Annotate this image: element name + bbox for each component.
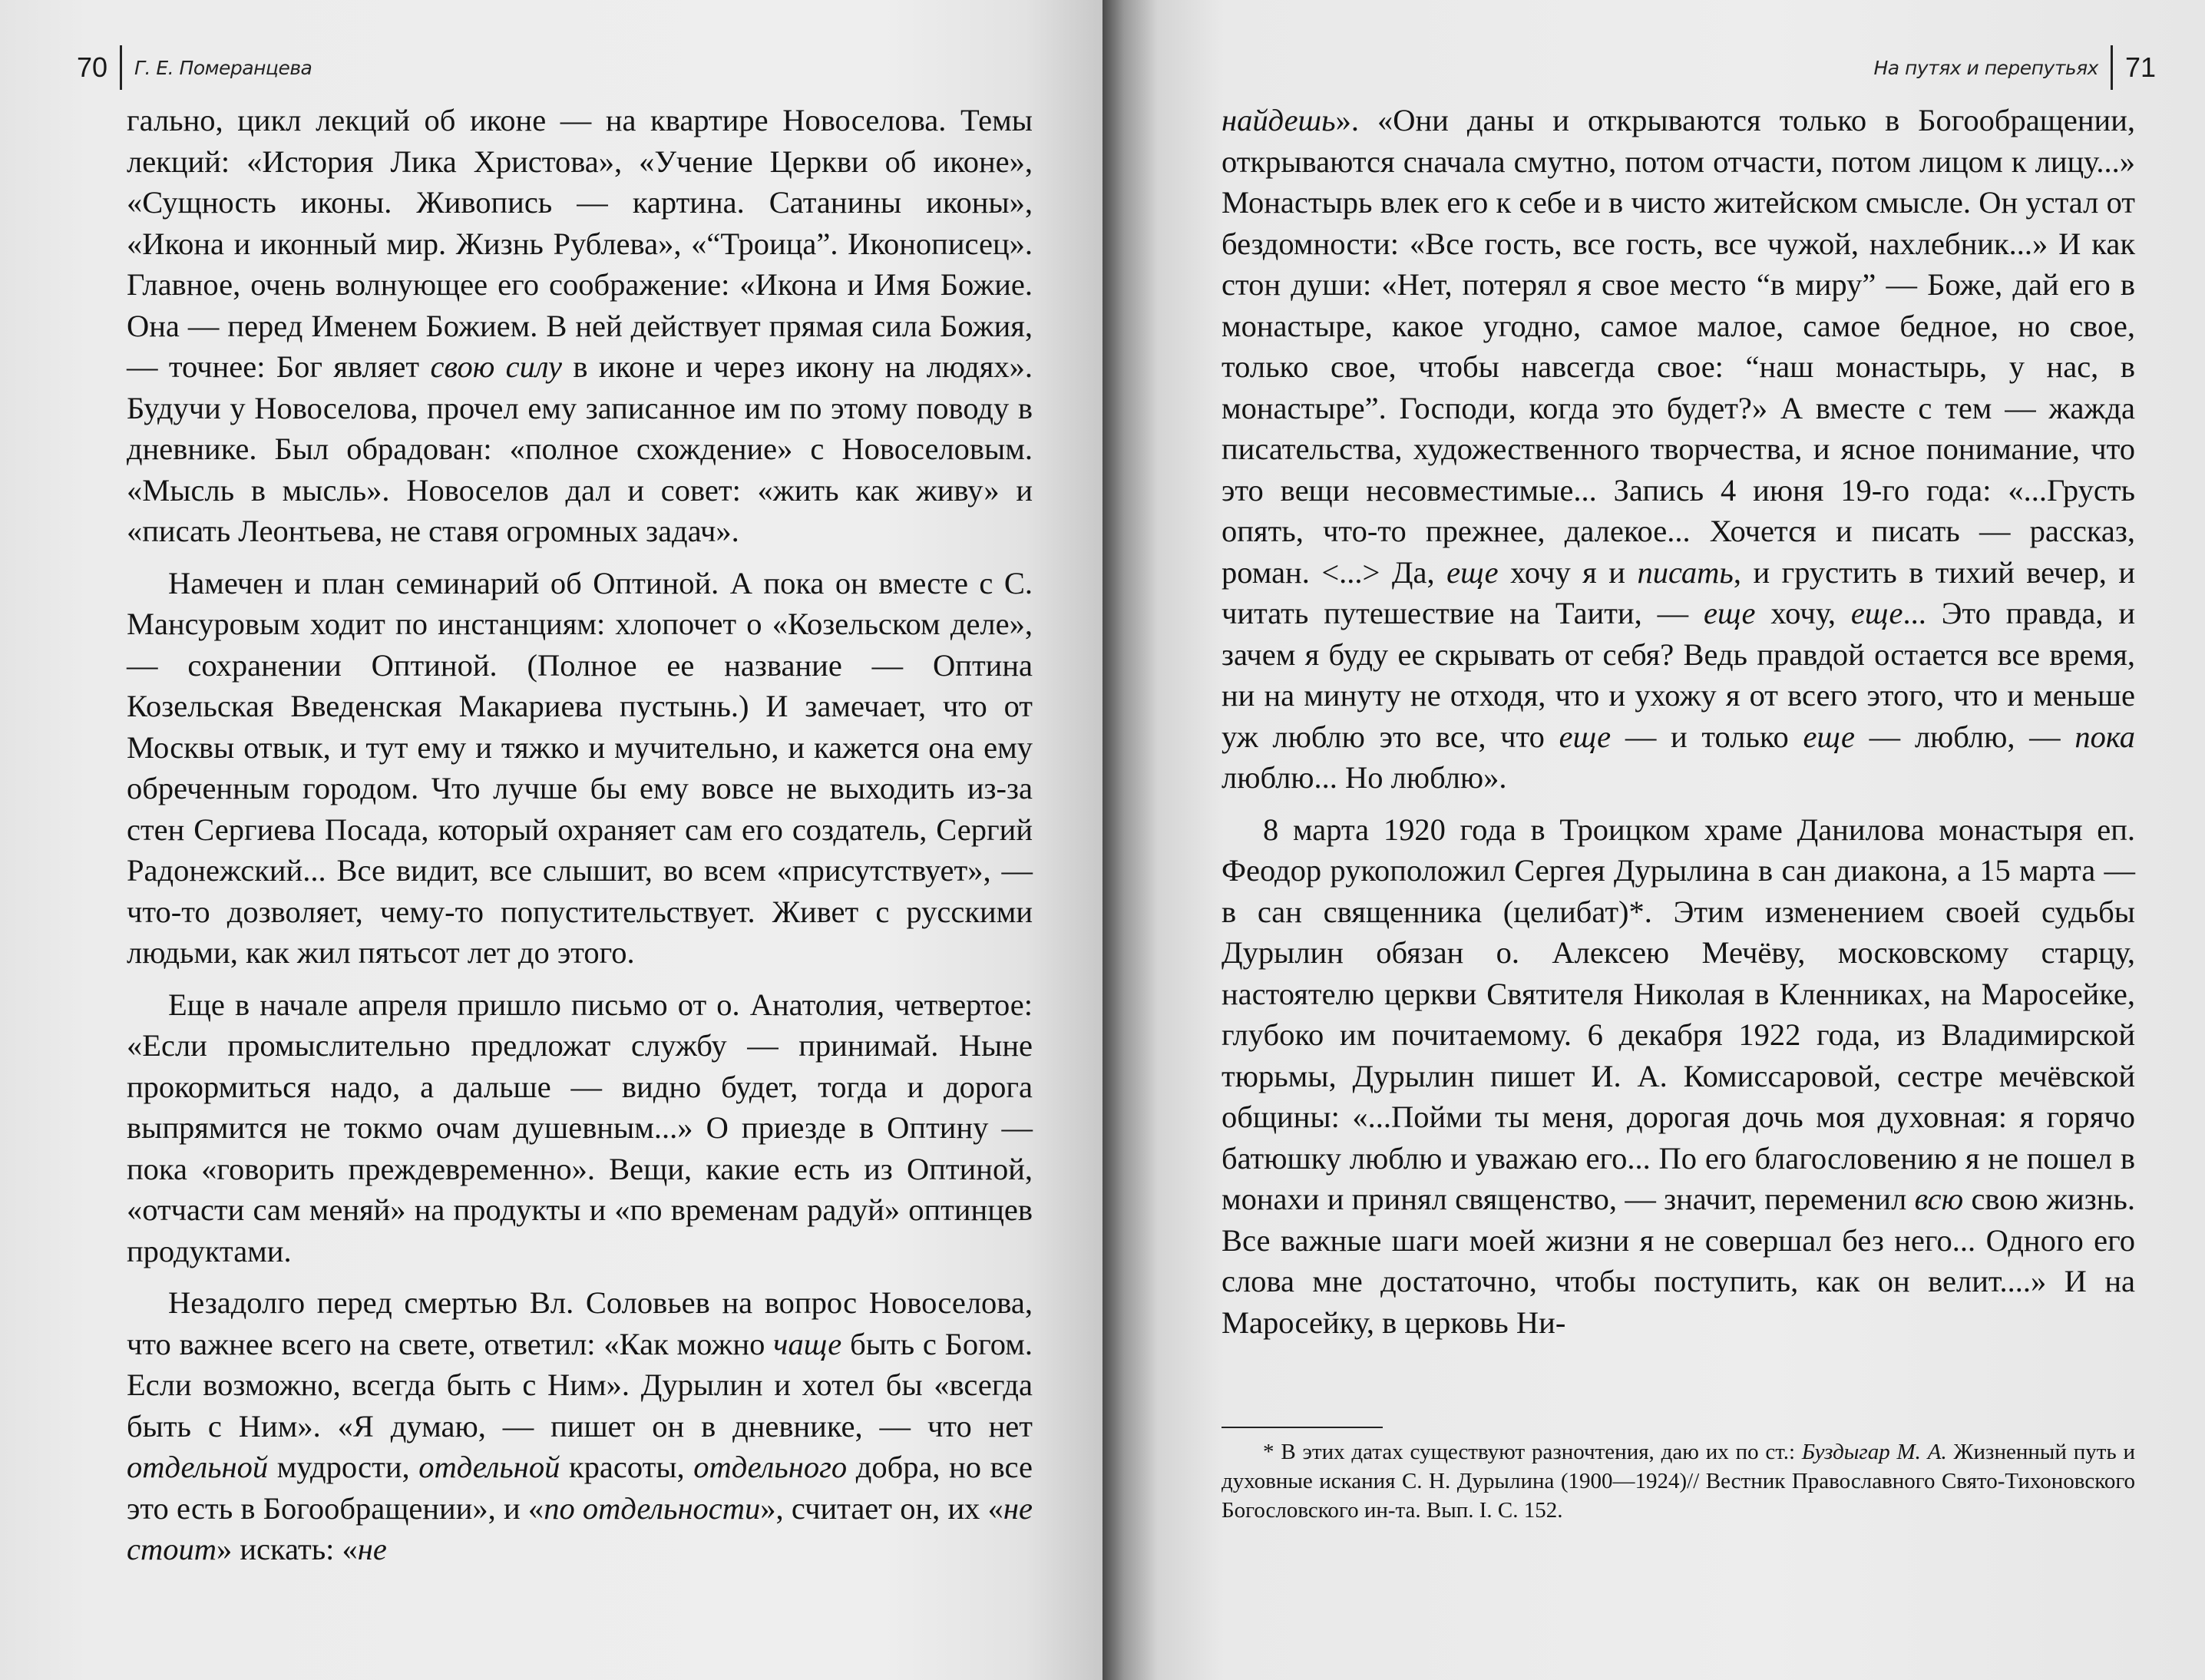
footnote-text: * В этих датах существуют разночтения, даю их по ст.: Буздыгар М. А. Жизненный путь и духовные искания С. Н. Дурылина (1900—1924)// Вестник Православного Свято-Тихоновского Богословского ин-та. Вып. I. С. 152.	[1222, 1440, 2135, 1523]
right-body-text	[1222, 100, 2135, 1343]
paragraph: гально, цикл лекций об иконе — на квартире Новоселова. Темы лекций: «История Лика Христова», «Учение Церкви об иконе», «Сущность иконы. Живопись — картина. Сатанины иконы», «Икона и иконный мир. Жизнь Рублева», «“Троица”. Иконописец». Главное, очень волнующее его соображение: «Икона и Имя Божие. Она — перед Именем Божием. В ней действует прямая сила Божия, — точнее: Бог являет свою силу в иконе и через икону на людях». Будучи у Новоселова, прочел ему записанное им по этому поводу в дневнике. Был обрадован: «полное схождение» с Новоселовым. «Мысль в мысль». Новоселов дал и совет: «жить как живу» и «писать Леонтьева, не ставя огромных задач».	[127, 103, 1033, 548]
left-body-text	[127, 100, 1033, 1570]
header-divider	[2111, 45, 2113, 90]
paragraph: Намечен и план семинарий об Оптиной. А пока он вместе с С. Мансуровым ходит по инстанциям: хлопочет о «Козельском деле», — сохранении Оптиной. (Полное ее название — Оптина Козельская Введенская Макариева пустынь.) И замечает, что от Москвы отвык, и тут ему и тяжко и мучительно, и кажется она ему обреченным городом. Что лучше бы ему вовсе не выходить из-за стен Сергиева Посада, который охраняет сам его создатель, Сергий Радонежский... Все видит, все слышит, во всем «присутствует», — что-то дозволяет, чему-то попустительствует. Живет с русскими людьми, как жил пятьсот лет до этого.	[127, 565, 1033, 970]
paragraph: Еще в начале апреля пришло письмо от о. Анатолия, четвертое: «Если промыслительно предложат службу — принимай. Ныне прокормиться надо, а дальше — видно будет, тогда и дорога выпрямится не токмо очам душевным...» О приезде в Оптину — пока «говорить преждевременно». Вещи, какие есть из Оптиной, «отчасти сам меняй» на продукты и «по временам радуй» оптинцев продуктами.	[127, 987, 1033, 1268]
footnote-rule	[1222, 1427, 1383, 1428]
running-head-title: На путях и перепутьях	[1873, 56, 2098, 79]
page-number: 70	[77, 51, 108, 83]
running-header-right	[1873, 45, 2156, 91]
paragraph: Незадолго перед смертью Вл. Соловьев на вопрос Новоселова, что важнее всего на свете, ответил: «Как можно чаще быть с Богом. Если возможно, всегда быть с Ним». Дурылин и хотел бы «всегда быть с Ним». «Я думаю, — пишет он в дневнике, — что нет отдельной мудрости, отдельной красоты, отдельного добра, но все это есть в Богообращении», и «по отдельности», считает он, их «не стоит» искать: «не	[127, 1285, 1033, 1566]
page-number: 71	[2124, 51, 2156, 83]
paragraph: найдешь». «Они даны и открываются только в Богообращении, открываются сначала смутно, потом отчасти, потом лицом к лицу...» Монастырь влек его к себе и в чисто житейском смысле. Он устал от бездомности: «Все гость, все гость, все чужой, нахлебник...» И как стон души: «Нет, потерял я свое место “в миру” — Боже, дай его в монастыре, какое угодно, самое малое, самое бедное, но свое, только свое, чтобы навсегда свое: “наш монастырь, у нас, в монастыре”. Господи, когда это будет?» А вместе с тем — жажда писательства, художественного творчества, и ясное понимание, что это вещи несовместимые... Запись 4 июня 19-го года: «...Грусть опять, что-то прежнее, далекое... Хочется и писать — рассказ, роман. <...> Да, еще хочу я и писать, и грустить в тихий вечер, и читать путешествие на Таити, — еще хочу, еще... Это правда, и зачем я буду ее скрывать от себя? Ведь правдой остается все время, ни на минуту не отходя, что и ухожу я от всего этого, что и меньше уж люблю это все, что еще — и только еще — люблю, — пока люблю... Но люблю».	[1222, 103, 2136, 795]
footnote	[1222, 1437, 2135, 1525]
running-head-author: Г. Е. Померанцева	[134, 56, 312, 79]
left-page	[0, 0, 1102, 1680]
header-divider	[120, 45, 122, 90]
running-header-left	[77, 45, 312, 91]
paragraph: 8 марта 1920 года в Троицком храме Данилова монастыря еп. Феодор рукоположил Сергея Дурылина в сан диакона, а 15 марта — в сан священника (целибат)*. Этим изменением своей судьбы Дурылин обязан о. Алексею Мечёву, московскому старцу, настоятелю церкви Святителя Николая в Кленниках, на Маросейке, глубоко им почитаемому. 6 декабря 1922 года, из Владимирской тюрьмы, Дурылин пишет И. А. Комиссаровой, сестре мечёвской общины: «...Пойми ты меня, дорогая дочь моя духовная: я горячо батюшку люблю и уважаю его... По его благословению я не пошел в монахи и принял священство, — значит, переменил всю свою жизнь. Все важные шаги моей жизни я не совершал без него... Одного его слова мне достаточно, чтобы поступить, как он велит....» И на Маросейку, в церковь Ни-	[1222, 812, 2135, 1340]
right-page	[1102, 0, 2205, 1680]
